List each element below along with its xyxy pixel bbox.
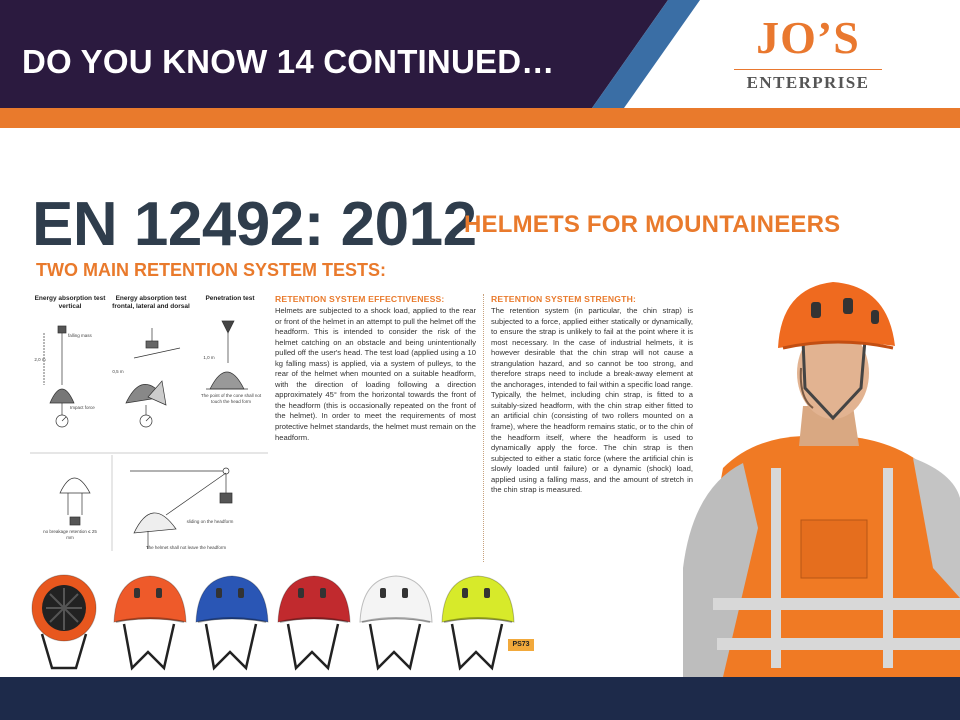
helmet-variant-5 bbox=[356, 572, 436, 676]
force-gauge-icon-2 bbox=[140, 415, 152, 427]
helmet-color-row bbox=[28, 568, 518, 678]
helmet-on-headform-icon bbox=[50, 389, 74, 403]
slide-title: DO YOU KNOW 14 CONTINUED… bbox=[22, 43, 555, 80]
effectiveness-heading: RETENTION SYSTEM EFFECTIVENESS: bbox=[275, 294, 445, 304]
slide-header bbox=[0, 0, 960, 128]
retention-helmet-icon bbox=[60, 478, 90, 493]
pull-off-helmet-icon bbox=[134, 513, 176, 533]
worker-with-helmet-image bbox=[683, 268, 960, 677]
diagram-caption-frontal: Energy absorption test frontal, lateral and dorsal bbox=[112, 295, 190, 310]
helmet-variant-2 bbox=[110, 572, 190, 676]
diagram-caption-vertical: Energy absorption test vertical bbox=[34, 295, 106, 310]
helmet-variant-1 bbox=[28, 572, 108, 676]
helmet-target-icon bbox=[210, 372, 244, 389]
drop-height-label-3: 1,0 m bbox=[203, 355, 215, 360]
vest-pocket bbox=[801, 520, 867, 578]
strength-heading: RETENTION SYSTEM STRENGTH: bbox=[491, 294, 637, 304]
impact-force-label: Impact force bbox=[70, 405, 95, 410]
strength-body: The retention system (in particular, the chin strap) is subjected to a force, applied either statically or dynamically, to ensure the strap is unlikely to fail at the point where it is most necessary. In the case of industrial helmets, it is however desirable that the chin strap will not cause a strangulation hazard, and so cannot be too strong, and therefore straps need to include a break-away element at the anchorages, intended to fail within a specific load range. Typically, the helmet, including chin strap, is fitted to a suitably-sized headform, with the chin strap either fitted to an artificial chin (consisting of two rollers mounted on a frame), where the headform remains static, or to the chin of the headform itself, where the headform is used to dynamically apply the force. The chin strap is then subjected to either a static force (where the artificial chin is slowly loaded until failure) or a dynamic (shock) load, applied using a falling mass, and the amount of stretch in the chin strap is measured. bbox=[491, 306, 693, 495]
logo-subtitle: ENTERPRISE bbox=[746, 73, 870, 92]
diagram-drawings bbox=[30, 293, 270, 553]
falling-mass-label: falling mass bbox=[68, 333, 92, 338]
standard-poster bbox=[0, 128, 960, 677]
company-logo bbox=[732, 12, 884, 100]
standard-code: EN 12492: 2012 bbox=[32, 190, 477, 259]
cone-note: The point of the cone shall not touch the head form bbox=[200, 393, 262, 404]
column-divider bbox=[483, 294, 485, 562]
helmet-variant-3 bbox=[192, 572, 272, 676]
drop-height-label-2: 0,5 m bbox=[112, 369, 124, 374]
effectiveness-column bbox=[275, 294, 476, 443]
diagram-caption-penetration: Penetration test bbox=[205, 295, 255, 302]
no-breakage-note: no breakage retention ≤ 25 mm bbox=[43, 529, 97, 540]
falling-mass-icon bbox=[58, 326, 66, 333]
model-tag: PS73 bbox=[508, 639, 534, 651]
force-gauge-icon bbox=[56, 415, 68, 427]
logo-rule bbox=[734, 69, 882, 70]
standard-name: HELMETS FOR MOUNTAINEERS bbox=[464, 211, 841, 238]
helmet-variant-4 bbox=[274, 572, 354, 676]
footer-bar bbox=[0, 677, 960, 720]
effectiveness-body: Helmets are subjected to a shock load, applied to the rear or front of the helmet in an attempt to pull the helmet off the headform. This is intended to consider the risk of the helmet catching on an obstacle and being unintentionally pulled off the user's head. The test load (applied using a 10 kg falling mass) is applied, via a system of pulleys, to the rear of the helmet when mounted on a suitable headform, with the direction of loading following a direction approximately 45° from the horizontal towards the front of the headform (this is occasionally repeated on the front of the helmet). In order to meet the requirements of most protective helmet standards, the helmet must remain on the headform. bbox=[275, 306, 476, 442]
drop-height-label: 2,0 m bbox=[34, 357, 46, 362]
falling-mass-icon-2 bbox=[146, 341, 158, 348]
helmet-variant-6 bbox=[438, 572, 518, 676]
sliding-note: sliding on the headform bbox=[186, 519, 234, 524]
orange-divider-bar bbox=[0, 108, 960, 128]
pulley-mass-icon bbox=[220, 493, 232, 503]
vest-reflective-stripe bbox=[713, 598, 960, 610]
helmet-retention-note: The helmet shall not leave the headform bbox=[145, 545, 227, 550]
tests-heading: TWO MAIN RETENTION SYSTEM TESTS: bbox=[36, 260, 386, 280]
cone-striker-icon bbox=[222, 321, 234, 333]
logo-wordmark: JO’S bbox=[756, 12, 860, 63]
strength-column bbox=[491, 294, 693, 496]
retention-mass-icon bbox=[70, 517, 80, 525]
test-diagrams bbox=[30, 293, 270, 553]
